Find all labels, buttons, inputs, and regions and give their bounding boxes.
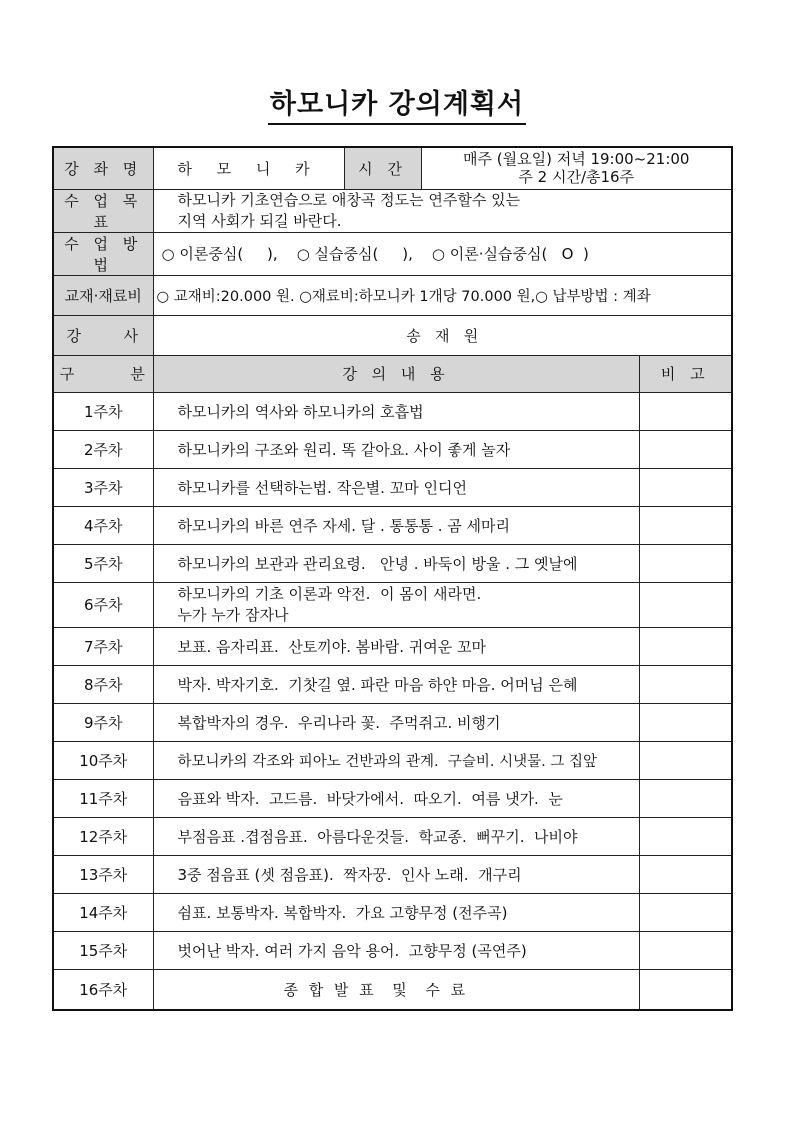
week-cell: 7주차 [53, 627, 153, 665]
content-cell: 하모니카의 역사와 하모니카의 호흡법 [153, 392, 639, 430]
material-label: 교재·재료비 [53, 275, 153, 315]
note-cell [639, 665, 732, 703]
document-title [0, 82, 794, 121]
instructor-row [53, 315, 732, 355]
note-cell [639, 970, 732, 1010]
lecture-plan-table [52, 146, 733, 1011]
note-cell [639, 627, 732, 665]
note-cell [639, 780, 732, 818]
content-line-1: 하모니카의 기초 이론과 악전. 이 몸이 새라면. [177, 584, 482, 603]
content-cell: 종 합 발 표 및 수 료 [153, 970, 639, 1010]
note-cell [639, 818, 732, 856]
instructor-value: 송 재 원 [153, 315, 732, 355]
content-cell: 박자. 박자기호. 기찻길 옆. 파란 마음 하얀 마음. 어머님 은혜 [153, 665, 639, 703]
week-cell: 11주차 [53, 780, 153, 818]
table-row [53, 780, 732, 818]
table-row [53, 665, 732, 703]
note-cell [639, 506, 732, 544]
week-cell: 14주차 [53, 894, 153, 932]
content-cell: 하모니카를 선택하는법. 작은별. 꼬마 인디언 [153, 468, 639, 506]
note-cell [639, 468, 732, 506]
note-cell [639, 430, 732, 468]
table-row [53, 582, 732, 627]
week-cell: 9주차 [53, 704, 153, 742]
week-cell: 10주차 [53, 742, 153, 780]
note-cell [639, 704, 732, 742]
week-cell: 6주차 [53, 582, 153, 627]
content-cell: 하모니카의 보관과 관리요령. 안녕 . 바둑이 방울 . 그 옛날에 [153, 544, 639, 582]
week-cell: 15주차 [53, 932, 153, 970]
time-line-2: 주 2 시간/총16주 [518, 168, 635, 187]
week-cell: 4주차 [53, 506, 153, 544]
table-row [53, 894, 732, 932]
week-cell: 13주차 [53, 856, 153, 894]
content-cell: 3중 점음표 (셋 점음표). 짝자꿍. 인사 노래. 개구리 [153, 856, 639, 894]
week-cell: 1주차 [53, 392, 153, 430]
content-cell: 벗어난 박자. 여러 가지 음악 용어. 고향무정 (곡연주) [153, 932, 639, 970]
course-row [53, 147, 732, 189]
goal-value [153, 189, 732, 232]
week-cell: 12주차 [53, 818, 153, 856]
content-line-2: 누가 누가 잠자나 [177, 605, 289, 624]
note-cell [639, 894, 732, 932]
note-cell [639, 932, 732, 970]
table-row [53, 430, 732, 468]
course-value: 하 모 니 카 [153, 147, 344, 189]
content-cell: 하모니카의 구조와 원리. 똑 같아요. 사이 좋게 놀자 [153, 430, 639, 468]
table-row [53, 627, 732, 665]
goal-line-2: 지역 사회가 되길 바란다. [177, 211, 342, 230]
table-row [53, 856, 732, 894]
week-cell: 16주차 [53, 970, 153, 1010]
goal-line-1: 하모니카 기초연습으로 애창곡 정도는 연주할수 있는 [177, 190, 521, 209]
content-cell: 쉼표. 보통박자. 복합박자. 가요 고향무정 (전주곡) [153, 894, 639, 932]
material-row [53, 275, 732, 315]
method-value: ○ 이론중심( ), ○ 실습중심( ), ○ 이론·실습중심( O ) [153, 232, 732, 275]
instructor-label: 강 사 [53, 315, 153, 355]
note-cell [639, 392, 732, 430]
week-cell: 5주차 [53, 544, 153, 582]
week-cell: 8주차 [53, 665, 153, 703]
goal-label: 수 업 목 표 [53, 189, 153, 232]
document-title-text: 하모니카 강의계획서 [268, 89, 526, 125]
goal-row [53, 189, 732, 232]
note-cell [639, 742, 732, 780]
content-cell: 하모니카의 바른 연주 자세. 달 . 통통통 . 곰 세마리 [153, 506, 639, 544]
time-line-1: 매주 (월요일) 저녁 19:00~21:00 [463, 150, 690, 169]
content-cell: 보표. 음자리표. 산토끼야. 봄바람. 귀여운 꼬마 [153, 627, 639, 665]
table-row [53, 970, 732, 1010]
table-row [53, 932, 732, 970]
content-cell: 복합박자의 경우. 우리나라 꽃. 주먹쥐고. 비행기 [153, 704, 639, 742]
content-cell [153, 582, 639, 627]
table-row [53, 392, 732, 430]
note-cell [639, 582, 732, 627]
table-row [53, 742, 732, 780]
table-row [53, 818, 732, 856]
content-cell: 부점음표 .겹점음표. 아름다운것들. 학교종. 뻐꾸기. 나비야 [153, 818, 639, 856]
week-cell: 3주차 [53, 468, 153, 506]
note-cell [639, 856, 732, 894]
note-cell [639, 544, 732, 582]
header-content: 강 의 내 용 [153, 355, 639, 392]
table-row [53, 704, 732, 742]
header-note: 비 고 [639, 355, 732, 392]
course-label: 강 좌 명 [53, 147, 153, 189]
content-cell: 하모니카의 각조와 피아노 건반과의 관계. 구슬비. 시냇물. 그 집앞 [153, 742, 639, 780]
method-row [53, 232, 732, 275]
table-row [53, 544, 732, 582]
schedule-header-row [53, 355, 732, 392]
time-label: 시 간 [344, 147, 421, 189]
week-cell: 2주차 [53, 430, 153, 468]
content-cell: 음표와 박자. 고드름. 바닷가에서. 따오기. 여름 냇가. 눈 [153, 780, 639, 818]
method-label: 수 업 방 법 [53, 232, 153, 275]
time-value [421, 147, 732, 189]
table-row [53, 468, 732, 506]
table-row [53, 506, 732, 544]
material-value: ○ 교재비:20.000 원. ○재료비:하모니카 1개당 70.000 원,○ 납부방법 : 계좌 [153, 275, 732, 315]
header-week: 구 분 [53, 355, 153, 392]
